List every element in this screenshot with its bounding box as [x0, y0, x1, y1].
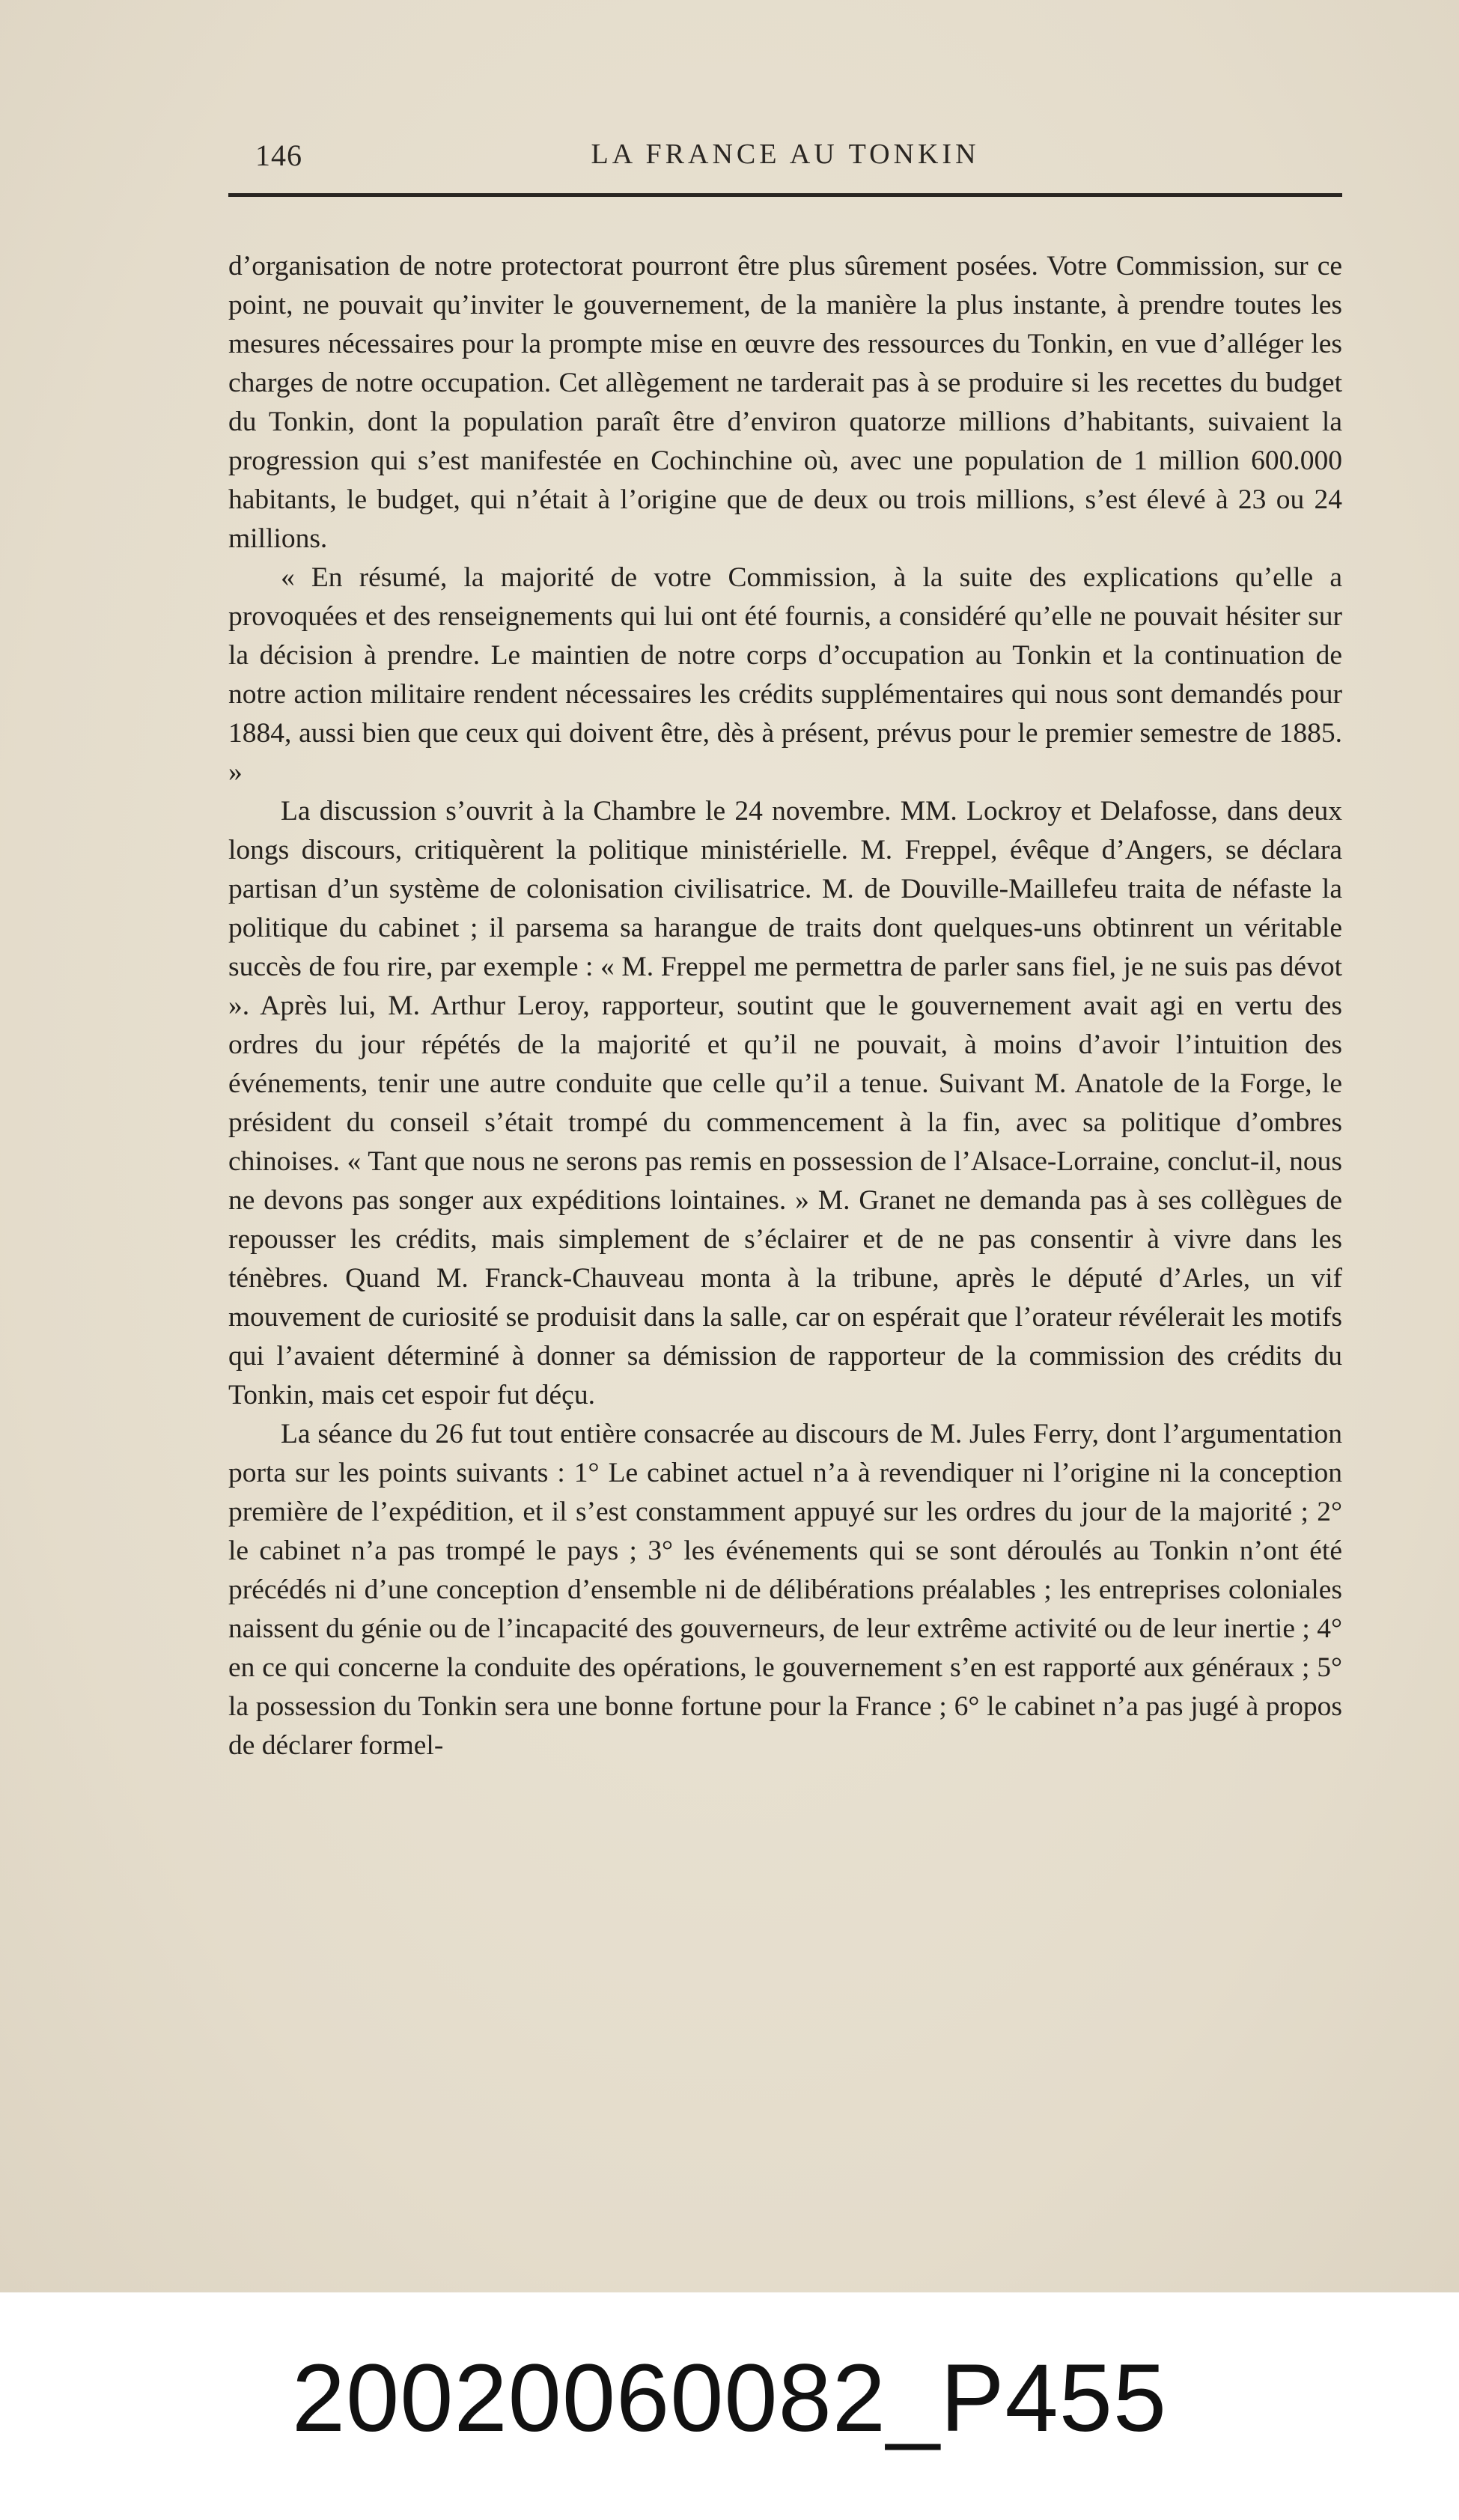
paragraph-1: d’organisation de notre protectorat pourront être plus sûrement posées. Votre Commission, sur ce point, ne pouvait qu’inviter le gouvernement, de la manière la plus instante, à prendre toutes les mesures nécessaires pour la prompte mise en œuvre des ressources du Tonkin, en vue d’alléger les charges de notre occupation. Cet allègement ne tarderait pas à se produire si les recettes du budget du Tonkin, dont la population paraît être d’environ quatorze millions d’habitants, suivaient la progression qui s’est manifestée en Cochinchine où, avec une population de 1 million 600.000 habitants, le budget, qui n’était à l’origine que de deux ou trois millions, s’est élevé à 23 ou 24 millions. [228, 251, 1342, 554]
page-header [228, 132, 1342, 184]
scan-identifier: 20020060082_P455 [291, 2345, 1168, 2452]
running-title: LA FRANCE AU TONKIN [591, 139, 980, 170]
header-rule [228, 193, 1342, 197]
paragraph-2: « En résumé, la majorité de votre Commission, à la suite des explications qu’elle a provoquées et des renseignements qui lui ont été fournis, a considéré qu’elle ne pouvait hésiter sur la décision à prendre. Le maintien de notre corps d’occupation au Tonkin et la continuation de notre action militaire rendent nécessaires les crédits supplémentaires qui nous sont demandés pour 1884, aussi bien que ceux qui doivent être, dès à présent, prévus pour le premier semestre de 1885. » [228, 562, 1342, 788]
body-text [228, 247, 1342, 1765]
paragraph-4: La séance du 26 fut tout entière consacrée au discours de M. Jules Ferry, dont l’argumentation porta sur les points suivants : 1° Le cabinet actuel n’a à revendiquer ni l’origine ni la conception première de l’expédition, et il s’est constamment appuyé sur les ordres du jour de la majorité ; 2° le cabinet n’a pas trompé le pays ; 3° les événements qui se sont déroulés au Tonkin n’ont été précédés ni d’une conception d’ensemble ni de délibérations préalables ; les entreprises coloniales naissent du génie ou de l’incapacité des gouverneurs, de leur extrême activité ou de leur inertie ; 4° en ce qui concerne la conduite des opérations, le gouvernement s’en est rapporté aux généraux ; 5° la possession du Tonkin sera une bonne fortune pour la France ; 6° le cabinet n’a pas jugé à propos de déclarer formel- [228, 1419, 1342, 1761]
paragraph-3: La discussion s’ouvrit à la Chambre le 24 novembre. MM. Lockroy et Delafosse, dans deux longs discours, critiquèrent la politique ministérielle. M. Freppel, évêque d’Angers, se déclara partisan d’un système de colonisation civilisatrice. M. de Douville-Maillefeu traita de néfaste la politique du cabinet ; il parsema sa harangue de traits dont quelques-uns obtinrent un véritable succès de fou rire, par exemple : « M. Freppel me permettra de parler sans fiel, je ne suis pas dévot ». Après lui, M. Arthur Leroy, rapporteur, soutint que le gouvernement avait agi en vertu des ordres du jour répétés de la majorité et qu’il ne pouvait, à moins d’avoir l’intuition des événements, tenir une autre conduite que celle qu’il a tenue. Suivant M. Anatole de la Forge, le président du conseil s’était trompé du commencement à la fin, avec sa politique d’ombres chinoises. « Tant que nous ne serons pas remis en possession de l’Alsace-Lorraine, conclut-il, nous ne devons pas songer aux expéditions lointaines. » M. Granet ne demanda pas à ses collègues de repousser les crédits, mais simplement de s’éclairer et de ne pas consentir à vivre dans les ténèbres. Quand M. Franck-Chauveau monta à la tribune, après le député d’Arles, un vif mouvement de curiosité se produisit dans la salle, car on espérait que l’orateur révélerait les motifs qui l’avaient déterminé à donner sa démission de rapporteur de la commission des crédits du Tonkin, mais cet espoir fut déçu. [228, 796, 1342, 1410]
page-number: 146 [255, 139, 302, 172]
